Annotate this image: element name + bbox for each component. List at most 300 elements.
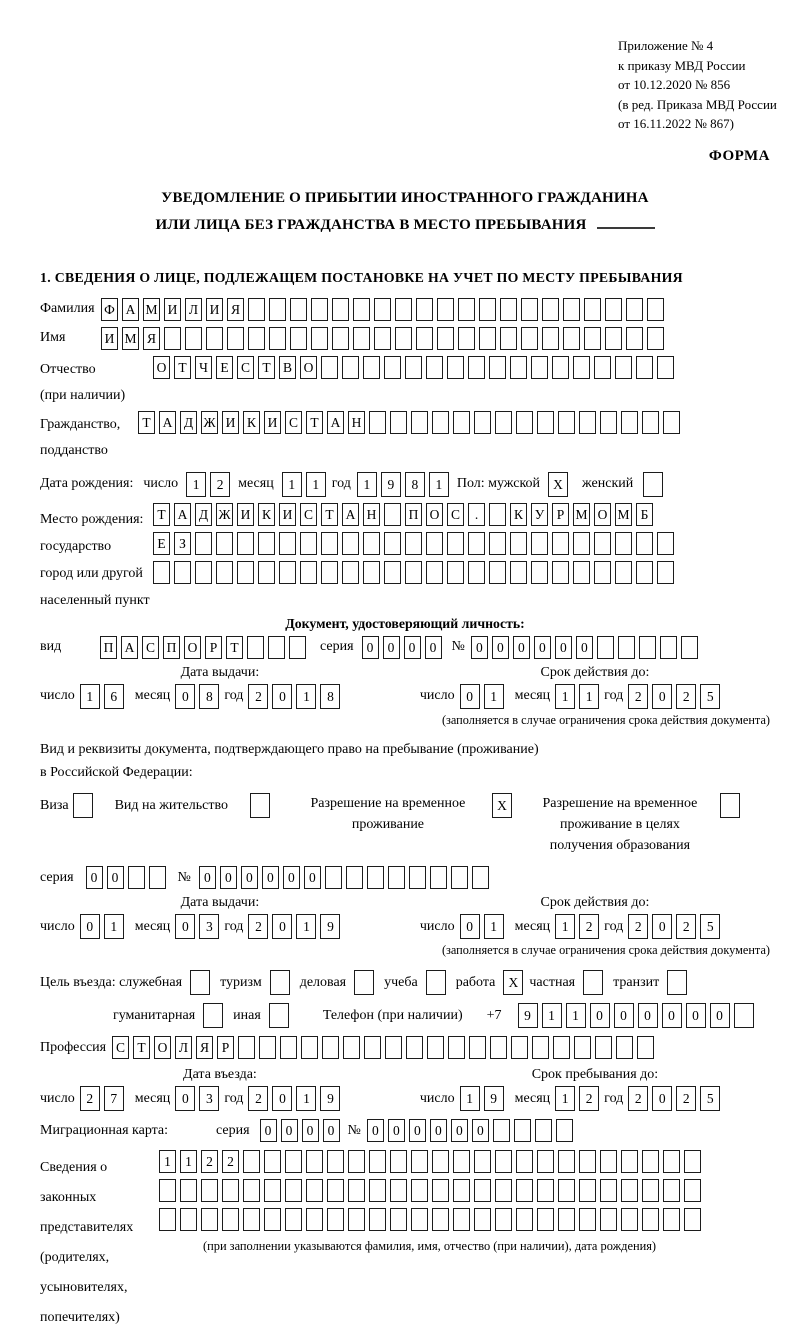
char-box[interactable]: 0: [460, 914, 480, 939]
char-box[interactable]: [574, 1036, 591, 1059]
char-box[interactable]: [615, 561, 632, 584]
char-box[interactable]: Я: [196, 1036, 213, 1059]
char-box[interactable]: 0: [175, 914, 195, 939]
char-box[interactable]: [579, 1179, 596, 1202]
char-box[interactable]: [584, 327, 601, 350]
char-box[interactable]: [395, 298, 412, 321]
char-box[interactable]: [180, 1208, 197, 1231]
char-box[interactable]: [537, 1179, 554, 1202]
char-box[interactable]: 0: [710, 1003, 730, 1028]
char-box[interactable]: 9: [320, 1086, 340, 1111]
char-box[interactable]: 2: [248, 914, 268, 939]
char-box[interactable]: [348, 1179, 365, 1202]
char-box[interactable]: [405, 532, 422, 555]
char-box[interactable]: [343, 1036, 360, 1059]
char-box[interactable]: 0: [262, 866, 279, 889]
stay-year-input[interactable]: [628, 1086, 720, 1111]
char-box[interactable]: 9: [381, 472, 401, 497]
char-box[interactable]: 1: [357, 472, 377, 497]
char-box[interactable]: П: [405, 503, 422, 526]
char-box[interactable]: Б: [636, 503, 653, 526]
char-box[interactable]: [306, 1179, 323, 1202]
char-box[interactable]: Р: [205, 636, 222, 659]
char-box[interactable]: 0: [281, 1119, 298, 1142]
char-box[interactable]: [264, 1179, 281, 1202]
char-box[interactable]: [159, 1208, 176, 1231]
purpose-work-checkbox[interactable]: [503, 970, 523, 995]
char-box[interactable]: [369, 1208, 386, 1231]
char-box[interactable]: [453, 1179, 470, 1202]
char-box[interactable]: Т: [174, 356, 191, 379]
char-box[interactable]: [600, 411, 617, 434]
char-box[interactable]: 1: [296, 1086, 316, 1111]
char-box[interactable]: 1: [296, 684, 316, 709]
char-box[interactable]: [684, 1208, 701, 1231]
char-box[interactable]: [621, 1150, 638, 1173]
char-box[interactable]: [583, 970, 603, 995]
permit-issue-day-input[interactable]: [80, 914, 124, 939]
char-box[interactable]: [458, 298, 475, 321]
char-box[interactable]: [306, 1208, 323, 1231]
char-box[interactable]: 0: [367, 1119, 384, 1142]
char-box[interactable]: [203, 1003, 223, 1028]
char-box[interactable]: М: [615, 503, 632, 526]
char-box[interactable]: [584, 298, 601, 321]
char-box[interactable]: 8: [405, 472, 425, 497]
char-box[interactable]: А: [327, 411, 344, 434]
char-box[interactable]: [185, 327, 202, 350]
char-box[interactable]: 0: [304, 866, 321, 889]
char-box[interactable]: 0: [686, 1003, 706, 1028]
char-box[interactable]: И: [237, 503, 254, 526]
visa-checkbox[interactable]: [73, 793, 93, 818]
char-box[interactable]: [535, 1119, 552, 1142]
char-box[interactable]: К: [243, 411, 260, 434]
char-box[interactable]: [290, 327, 307, 350]
char-box[interactable]: [321, 561, 338, 584]
char-box[interactable]: Т: [306, 411, 323, 434]
char-box[interactable]: 0: [323, 1119, 340, 1142]
doc-issue-year-input[interactable]: [248, 684, 340, 709]
char-box[interactable]: [390, 411, 407, 434]
char-box[interactable]: [474, 411, 491, 434]
char-box[interactable]: [500, 298, 517, 321]
char-box[interactable]: С: [237, 356, 254, 379]
char-box[interactable]: [285, 1150, 302, 1173]
char-box[interactable]: [153, 561, 170, 584]
char-box[interactable]: [516, 1179, 533, 1202]
char-box[interactable]: [489, 532, 506, 555]
char-box[interactable]: [327, 1208, 344, 1231]
char-box[interactable]: [657, 356, 674, 379]
char-box[interactable]: [238, 1036, 255, 1059]
char-box[interactable]: [385, 1036, 402, 1059]
birth-place-row1-input[interactable]: [153, 503, 674, 526]
char-box[interactable]: [647, 327, 664, 350]
char-box[interactable]: 0: [576, 636, 593, 659]
char-box[interactable]: Ч: [195, 356, 212, 379]
char-box[interactable]: [432, 411, 449, 434]
char-box[interactable]: [416, 298, 433, 321]
permit-valid-day-input[interactable]: [460, 914, 504, 939]
char-box[interactable]: [159, 1179, 176, 1202]
char-box[interactable]: 1: [186, 472, 206, 497]
char-box[interactable]: [594, 356, 611, 379]
doc-kind-input[interactable]: [100, 636, 306, 659]
char-box[interactable]: [510, 532, 527, 555]
char-box[interactable]: [369, 1179, 386, 1202]
doc-number-input[interactable]: [471, 636, 698, 659]
char-box[interactable]: Т: [321, 503, 338, 526]
char-box[interactable]: М: [143, 298, 160, 321]
char-box[interactable]: 0: [80, 914, 100, 939]
char-box[interactable]: [489, 561, 506, 584]
char-box[interactable]: [289, 636, 306, 659]
char-box[interactable]: [369, 1150, 386, 1173]
purpose-private-checkbox[interactable]: [583, 970, 603, 995]
char-box[interactable]: 1: [542, 1003, 562, 1028]
char-box[interactable]: [201, 1208, 218, 1231]
char-box[interactable]: 0: [409, 1119, 426, 1142]
char-box[interactable]: Д: [195, 503, 212, 526]
char-box[interactable]: [558, 1179, 575, 1202]
char-box[interactable]: Е: [216, 356, 233, 379]
purpose-business-checkbox[interactable]: [354, 970, 374, 995]
char-box[interactable]: [479, 298, 496, 321]
char-box[interactable]: Р: [552, 503, 569, 526]
char-box[interactable]: [605, 327, 622, 350]
char-box[interactable]: [573, 561, 590, 584]
char-box[interactable]: [411, 1208, 428, 1231]
char-box[interactable]: [447, 532, 464, 555]
char-box[interactable]: [405, 356, 422, 379]
char-box[interactable]: 1: [555, 684, 575, 709]
char-box[interactable]: [409, 866, 426, 889]
char-box[interactable]: [237, 561, 254, 584]
char-box[interactable]: [500, 327, 517, 350]
purpose-transit-checkbox[interactable]: [667, 970, 687, 995]
char-box[interactable]: 0: [430, 1119, 447, 1142]
char-box[interactable]: [637, 1036, 654, 1059]
char-box[interactable]: [306, 1150, 323, 1173]
char-box[interactable]: [684, 1179, 701, 1202]
char-box[interactable]: [258, 561, 275, 584]
char-box[interactable]: З: [174, 532, 191, 555]
char-box[interactable]: М: [122, 327, 139, 350]
char-box[interactable]: [248, 298, 265, 321]
char-box[interactable]: 2: [579, 914, 599, 939]
char-box[interactable]: [514, 1119, 531, 1142]
stay-day-input[interactable]: [460, 1086, 504, 1111]
char-box[interactable]: [474, 1208, 491, 1231]
char-box[interactable]: [342, 561, 359, 584]
char-box[interactable]: 1: [555, 1086, 575, 1111]
birth-year-input[interactable]: [357, 472, 449, 497]
char-box[interactable]: [542, 327, 559, 350]
char-box[interactable]: [348, 1150, 365, 1173]
char-box[interactable]: 0: [460, 684, 480, 709]
char-box[interactable]: 0: [302, 1119, 319, 1142]
char-box[interactable]: [384, 356, 401, 379]
char-box[interactable]: [164, 327, 181, 350]
char-box[interactable]: 0: [451, 1119, 468, 1142]
char-box[interactable]: 0: [590, 1003, 610, 1028]
char-box[interactable]: [563, 298, 580, 321]
doc-valid-day-input[interactable]: [460, 684, 504, 709]
char-box[interactable]: 0: [472, 1119, 489, 1142]
char-box[interactable]: 0: [362, 636, 379, 659]
char-box[interactable]: [327, 1179, 344, 1202]
char-box[interactable]: 0: [272, 684, 292, 709]
char-box[interactable]: [490, 1036, 507, 1059]
char-box[interactable]: [411, 1179, 428, 1202]
char-box[interactable]: [663, 1208, 680, 1231]
char-box[interactable]: 0: [283, 866, 300, 889]
doc-issue-day-input[interactable]: [80, 684, 124, 709]
representatives-row1-input[interactable]: [159, 1150, 701, 1173]
char-box[interactable]: 0: [652, 684, 672, 709]
char-box[interactable]: [374, 298, 391, 321]
migration-series-input[interactable]: [260, 1119, 340, 1142]
char-box[interactable]: [458, 327, 475, 350]
permit-number-input[interactable]: [199, 866, 489, 889]
char-box[interactable]: [495, 1208, 512, 1231]
purpose-tourism-checkbox[interactable]: [270, 970, 290, 995]
char-box[interactable]: Т: [133, 1036, 150, 1059]
char-box[interactable]: [597, 636, 614, 659]
char-box[interactable]: [621, 1208, 638, 1231]
char-box[interactable]: 1: [460, 1086, 480, 1111]
char-box[interactable]: Я: [227, 298, 244, 321]
char-box[interactable]: 0: [220, 866, 237, 889]
char-box[interactable]: [426, 356, 443, 379]
char-box[interactable]: [269, 298, 286, 321]
birth-month-input[interactable]: [282, 472, 326, 497]
char-box[interactable]: [363, 356, 380, 379]
char-box[interactable]: О: [594, 503, 611, 526]
char-box[interactable]: [558, 1150, 575, 1173]
char-box[interactable]: Д: [180, 411, 197, 434]
char-box[interactable]: [437, 327, 454, 350]
char-box[interactable]: 0: [555, 636, 572, 659]
char-box[interactable]: 2: [676, 684, 696, 709]
char-box[interactable]: [264, 1150, 281, 1173]
char-box[interactable]: 0: [652, 1086, 672, 1111]
char-box[interactable]: [537, 1208, 554, 1231]
char-box[interactable]: [642, 1179, 659, 1202]
migration-number-input[interactable]: [367, 1119, 573, 1142]
char-box[interactable]: [353, 298, 370, 321]
char-box[interactable]: 0: [492, 636, 509, 659]
char-box[interactable]: [411, 1150, 428, 1173]
char-box[interactable]: А: [174, 503, 191, 526]
char-box[interactable]: 0: [241, 866, 258, 889]
sex-female-checkbox[interactable]: [643, 472, 663, 497]
char-box[interactable]: [600, 1208, 617, 1231]
char-box[interactable]: И: [264, 411, 281, 434]
char-box[interactable]: [270, 970, 290, 995]
char-box[interactable]: [300, 561, 317, 584]
char-box[interactable]: [332, 298, 349, 321]
char-box[interactable]: [681, 636, 698, 659]
char-box[interactable]: 1: [484, 914, 504, 939]
char-box[interactable]: [510, 561, 527, 584]
char-box[interactable]: 8: [320, 684, 340, 709]
purpose-other-checkbox[interactable]: [269, 1003, 289, 1028]
char-box[interactable]: Е: [153, 532, 170, 555]
char-box[interactable]: [432, 1150, 449, 1173]
residence-permit-checkbox[interactable]: [250, 793, 270, 818]
char-box[interactable]: [388, 866, 405, 889]
char-box[interactable]: [322, 1036, 339, 1059]
char-box[interactable]: 1: [80, 684, 100, 709]
char-box[interactable]: 0: [175, 684, 195, 709]
char-box[interactable]: [250, 793, 270, 818]
char-box[interactable]: [374, 327, 391, 350]
char-box[interactable]: [321, 356, 338, 379]
char-box[interactable]: [615, 532, 632, 555]
char-box[interactable]: Ж: [201, 411, 218, 434]
char-box[interactable]: [516, 411, 533, 434]
char-box[interactable]: 2: [628, 684, 648, 709]
char-box[interactable]: [660, 636, 677, 659]
char-box[interactable]: [663, 1179, 680, 1202]
char-box[interactable]: [269, 1003, 289, 1028]
char-box[interactable]: [720, 793, 740, 818]
char-box[interactable]: [542, 298, 559, 321]
char-box[interactable]: [406, 1036, 423, 1059]
char-box[interactable]: [510, 356, 527, 379]
char-box[interactable]: 8: [199, 684, 219, 709]
representatives-row2-input[interactable]: [159, 1179, 701, 1202]
char-box[interactable]: X: [492, 793, 512, 818]
char-box[interactable]: [216, 532, 233, 555]
char-box[interactable]: [495, 1150, 512, 1173]
char-box[interactable]: О: [154, 1036, 171, 1059]
char-box[interactable]: [626, 298, 643, 321]
char-box[interactable]: [369, 411, 386, 434]
char-box[interactable]: [479, 327, 496, 350]
char-box[interactable]: [311, 298, 328, 321]
char-box[interactable]: [327, 1150, 344, 1173]
char-box[interactable]: [268, 636, 285, 659]
char-box[interactable]: [579, 411, 596, 434]
char-box[interactable]: [285, 1208, 302, 1231]
char-box[interactable]: [285, 1179, 302, 1202]
char-box[interactable]: 0: [652, 914, 672, 939]
char-box[interactable]: Я: [143, 327, 160, 350]
char-box[interactable]: [626, 327, 643, 350]
char-box[interactable]: [594, 561, 611, 584]
char-box[interactable]: [532, 1036, 549, 1059]
char-box[interactable]: 1: [566, 1003, 586, 1028]
char-box[interactable]: [600, 1179, 617, 1202]
char-box[interactable]: 2: [80, 1086, 100, 1111]
char-box[interactable]: 2: [201, 1150, 218, 1173]
doc-valid-month-input[interactable]: [555, 684, 599, 709]
char-box[interactable]: [300, 532, 317, 555]
char-box[interactable]: [447, 561, 464, 584]
char-box[interactable]: [432, 1179, 449, 1202]
char-box[interactable]: [180, 1179, 197, 1202]
char-box[interactable]: 1: [579, 684, 599, 709]
char-box[interactable]: [384, 532, 401, 555]
char-box[interactable]: И: [101, 327, 118, 350]
char-box[interactable]: [636, 532, 653, 555]
char-box[interactable]: П: [100, 636, 117, 659]
char-box[interactable]: [642, 1208, 659, 1231]
surname-input[interactable]: [101, 298, 664, 321]
purpose-official-checkbox[interactable]: [190, 970, 210, 995]
char-box[interactable]: [269, 327, 286, 350]
char-box[interactable]: 9: [320, 914, 340, 939]
char-box[interactable]: 0: [513, 636, 530, 659]
char-box[interactable]: [621, 1179, 638, 1202]
char-box[interactable]: 0: [614, 1003, 634, 1028]
char-box[interactable]: [615, 356, 632, 379]
char-box[interactable]: [657, 561, 674, 584]
char-box[interactable]: 1: [296, 914, 316, 939]
char-box[interactable]: [468, 356, 485, 379]
char-box[interactable]: [453, 1208, 470, 1231]
char-box[interactable]: [264, 1208, 281, 1231]
char-box[interactable]: 0: [638, 1003, 658, 1028]
purpose-study-checkbox[interactable]: [426, 970, 446, 995]
char-box[interactable]: [321, 532, 338, 555]
char-box[interactable]: А: [122, 298, 139, 321]
char-box[interactable]: [595, 1036, 612, 1059]
char-box[interactable]: С: [112, 1036, 129, 1059]
char-box[interactable]: [243, 1208, 260, 1231]
phone-input[interactable]: [518, 1003, 754, 1028]
char-box[interactable]: [573, 356, 590, 379]
edu-permit-checkbox[interactable]: [720, 793, 740, 818]
char-box[interactable]: [600, 1150, 617, 1173]
char-box[interactable]: [639, 636, 656, 659]
char-box[interactable]: О: [300, 356, 317, 379]
purpose-humanitarian-checkbox[interactable]: [203, 1003, 223, 1028]
char-box[interactable]: [453, 411, 470, 434]
char-box[interactable]: [279, 561, 296, 584]
char-box[interactable]: [342, 356, 359, 379]
char-box[interactable]: 7: [104, 1086, 124, 1111]
entry-month-input[interactable]: [175, 1086, 219, 1111]
char-box[interactable]: М: [573, 503, 590, 526]
char-box[interactable]: [663, 411, 680, 434]
char-box[interactable]: [280, 1036, 297, 1059]
profession-input[interactable]: [112, 1036, 654, 1059]
char-box[interactable]: [511, 1036, 528, 1059]
char-box[interactable]: [301, 1036, 318, 1059]
char-box[interactable]: [437, 298, 454, 321]
char-box[interactable]: [384, 561, 401, 584]
char-box[interactable]: [537, 1150, 554, 1173]
char-box[interactable]: [195, 532, 212, 555]
citizenship-input[interactable]: [138, 411, 680, 434]
char-box[interactable]: [647, 298, 664, 321]
char-box[interactable]: [390, 1208, 407, 1231]
char-box[interactable]: 2: [579, 1086, 599, 1111]
char-box[interactable]: [430, 866, 447, 889]
char-box[interactable]: [552, 532, 569, 555]
char-box[interactable]: 1: [429, 472, 449, 497]
char-box[interactable]: 0: [383, 636, 400, 659]
char-box[interactable]: [495, 1179, 512, 1202]
char-box[interactable]: [73, 793, 93, 818]
char-box[interactable]: 1: [282, 472, 302, 497]
char-box[interactable]: [390, 1150, 407, 1173]
char-box[interactable]: [531, 356, 548, 379]
